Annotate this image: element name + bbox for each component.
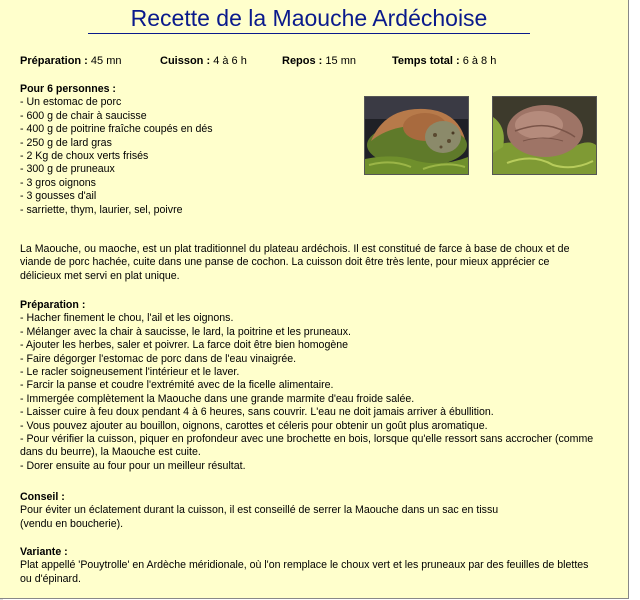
preparation-section	[20, 299, 625, 473]
cook-time	[160, 54, 282, 68]
prep-time-label: Préparation :	[20, 55, 88, 67]
prep-time	[20, 54, 160, 68]
maouche-sliced-photo	[364, 96, 469, 175]
rest-time-label: Repos :	[282, 55, 323, 67]
preparation-step: - Farcir la panse et coudre l'extrémité avec de la ficelle alimentaire.	[20, 379, 334, 392]
preparation-step: - Ajouter les herbes, saler et poivrer. La farce doit être bien homogène	[20, 339, 349, 352]
ingredients-list	[20, 83, 350, 217]
preparation-step: - Mélanger avec la chair à saucisse, le lard, la poitrine et les pruneaux.	[20, 325, 351, 338]
total-time	[392, 54, 496, 68]
preparation-step: - Vous pouvez ajouter au bouillon, oignons, carottes et céleris pour obtenir un goût plus aromatique.	[20, 419, 488, 432]
intro-paragraph	[20, 243, 620, 283]
ingredient-item: - 250 g de lard gras	[20, 136, 112, 149]
preparation-step: - Pour vérifier la cuisson, piquer en profondeur avec une brochette en bois, lorsque qu'elle ressort sans accrocher (comme	[20, 433, 594, 446]
maouche-whole-photo	[492, 96, 597, 175]
variante-line: ou d'épinard.	[20, 572, 81, 585]
cook-time-value: 4 à 6 h	[213, 55, 247, 67]
ingredient-item: - sarriette, thym, laurier, sel, poivre	[20, 203, 183, 216]
variante-line: Plat appellé 'Pouytrolle' en Ardèche méridionale, où l'on remplace le choux vert et les pruneaux par des feuilles de blettes	[20, 559, 589, 572]
intro-line: délicieux met servi en plat unique.	[20, 269, 180, 282]
maouche-sliced-image	[365, 97, 468, 174]
preparation-step: - Immergée complètement la Maouche dans une grande marmite d'eau froide salée.	[20, 392, 415, 405]
conseil-section	[20, 491, 625, 531]
intro-line: viande de porc hachée, cuite dans une panse de cochon. La cuisson doit être très lente, pour mieux apprécier ce	[20, 256, 550, 269]
conseil-line: Pour éviter un éclatement durant la cuisson, il est conseillé de serrer la Maouche dans un sac en tissu	[20, 504, 499, 517]
rest-time	[282, 54, 392, 68]
ingredient-item: - 3 gousses d'ail	[20, 190, 97, 203]
ingredient-item: - 3 gros oignons	[20, 176, 96, 189]
variante-heading: Variante :	[20, 546, 68, 558]
conseil-heading: Conseil :	[20, 491, 65, 503]
cook-time-label: Cuisson :	[160, 55, 211, 67]
ingredient-item: - 400 g de poitrine fraîche coupés en dés	[20, 123, 213, 136]
preparation-step: - Le racler soigneusement l'intérieur et le laver.	[20, 366, 240, 379]
maouche-whole-image	[493, 97, 596, 174]
preparation-step: - Dorer ensuite au four pour un meilleur résultat.	[20, 459, 246, 472]
recipe-times	[20, 54, 496, 68]
intro-line: La Maouche, ou maoche, est un plat traditionnel du plateau ardéchois. Il est constitué de farce à base de choux et de	[20, 243, 570, 255]
page-title: Recette de la Maouche Ardéchoise	[88, 3, 530, 34]
conseil-line: (vendu en boucherie).	[20, 517, 124, 530]
total-time-value: 6 à 8 h	[462, 55, 497, 67]
preparation-step: dans du beurre), la Maouche est cuite.	[20, 446, 201, 459]
ingredient-item: - 2 Kg de choux verts frisés	[20, 150, 149, 163]
ingredient-item: - Un estomac de porc	[20, 96, 122, 109]
ingredient-item: - 300 g de pruneaux	[20, 163, 115, 176]
preparation-step: - Hacher finement le chou, l'ail et les oignons.	[20, 312, 234, 325]
variante-section	[20, 546, 625, 586]
total-time-label: Temps total :	[392, 55, 460, 67]
preparation-step: - Laisser cuire à feu doux pendant 4 à 6 heures, sans couvrir. L'eau ne doit jamais arriver à ébullition.	[20, 406, 494, 419]
prep-time-value: 45 mn	[90, 55, 122, 67]
ingredient-item: - 600 g de chair à saucisse	[20, 109, 147, 122]
rest-time-value: 15 mn	[325, 55, 356, 67]
preparation-step: - Faire dégorger l'estomac de porc dans de l'eau vinaigrée.	[20, 352, 297, 365]
preparation-heading: Préparation :	[20, 299, 86, 311]
ingredients-heading: Pour 6 personnes :	[20, 83, 116, 95]
